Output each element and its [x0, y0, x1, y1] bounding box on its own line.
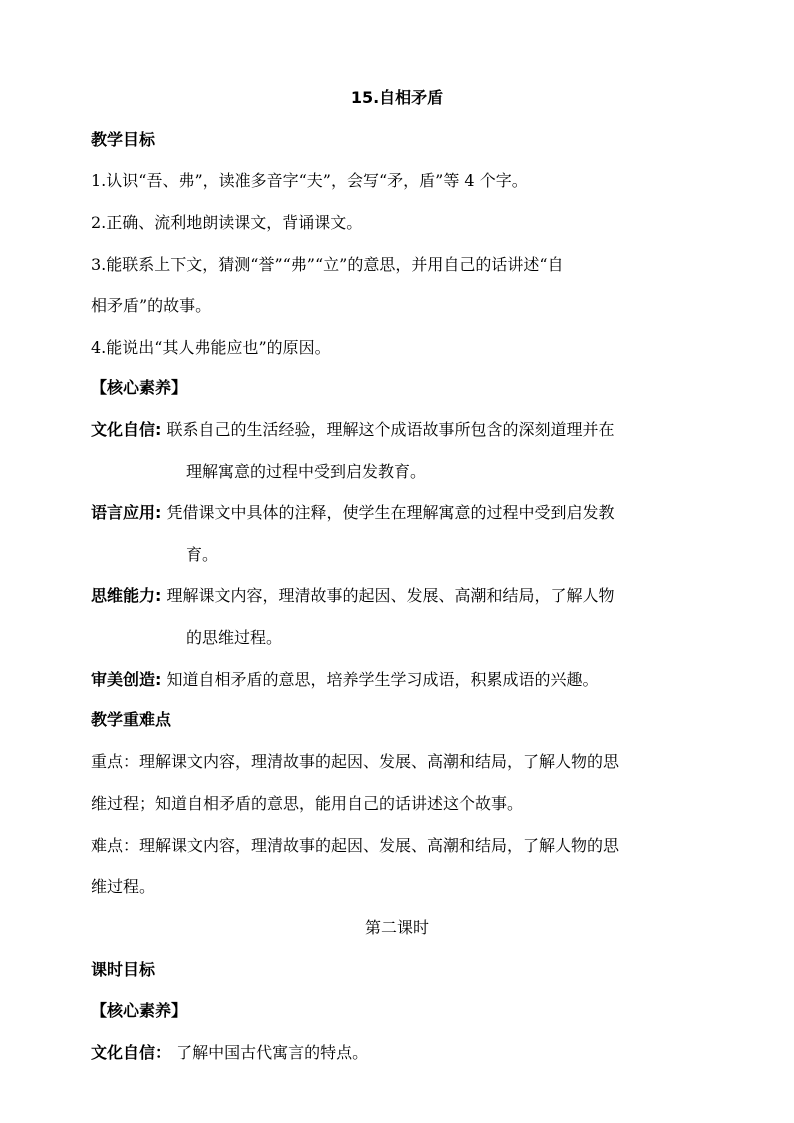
goal-item-1: 1.认识“吾、弗”，读准多音字“夫”，会写“矛，盾”等 4 个字。: [91, 171, 528, 190]
lesson-literacy-item: [91, 1043, 368, 1063]
goal-item-3-cont: 相矛盾”的故事。: [91, 296, 212, 315]
section-heading-goals: 教学目标: [91, 130, 156, 149]
literacy-text: 了解中国古代寓言的特点。: [176, 1043, 369, 1062]
literacy-label: 审美创造:: [91, 670, 162, 689]
literacy-item-2: [91, 503, 615, 523]
core-literacy-heading: 【核心素养】: [91, 378, 188, 397]
literacy-label: 思维能力:: [91, 586, 162, 605]
key-point-line-3: 难点：理解课文内容，理清故事的起因、发展、高潮和结局，了解人物的思: [91, 836, 620, 855]
literacy-text: 联系自己的生活经验，理解这个成语故事所包含的深刻道理并在: [166, 420, 615, 439]
goal-item-4: 4.能说出“其人弗能应也”的原因。: [91, 338, 331, 357]
literacy-item-3-cont: 的思维过程。: [186, 628, 283, 647]
section-heading-key-points: 教学重难点: [91, 710, 172, 729]
document-title: 15.自相矛盾: [350, 88, 444, 107]
goal-item-3: 3.能联系上下文，猜测“誉”“弗”“立”的意思，并用自己的话讲述“自: [91, 255, 564, 274]
literacy-item-3: [91, 586, 615, 606]
key-point-line-4: 维过程。: [91, 877, 156, 896]
literacy-item-1: [91, 420, 615, 440]
literacy-text: 知道自相矛盾的意思，培养学生学习成语，积累成语的兴趣。: [166, 670, 599, 689]
lesson-goals-heading: 课时目标: [91, 960, 156, 979]
lesson-title: 第二课时: [364, 918, 429, 937]
goal-item-2: 2.正确、流利地朗读课文，背诵课文。: [91, 213, 363, 232]
literacy-text: 凭借课文中具体的注释，使学生在理解寓意的过程中受到启发教: [166, 503, 615, 522]
literacy-item-4: [91, 670, 599, 690]
core-literacy-heading-2: 【核心素养】: [91, 1001, 188, 1020]
key-point-line-1: 重点：理解课文内容，理清故事的起因、发展、高潮和结局，了解人物的思: [91, 752, 620, 771]
literacy-label: 语言应用:: [91, 503, 162, 522]
literacy-label: 文化自信:: [91, 420, 162, 439]
literacy-item-1-cont: 理解寓意的过程中受到启发教育。: [186, 462, 427, 481]
literacy-label: 文化自信：: [91, 1043, 172, 1062]
key-point-line-2: 维过程；知道自相矛盾的意思，能用自己的话讲述这个故事。: [91, 794, 524, 813]
literacy-text: 理解课文内容，理清故事的起因、发展、高潮和结局，了解人物: [166, 586, 615, 605]
literacy-item-2-cont: 育。: [186, 545, 219, 564]
